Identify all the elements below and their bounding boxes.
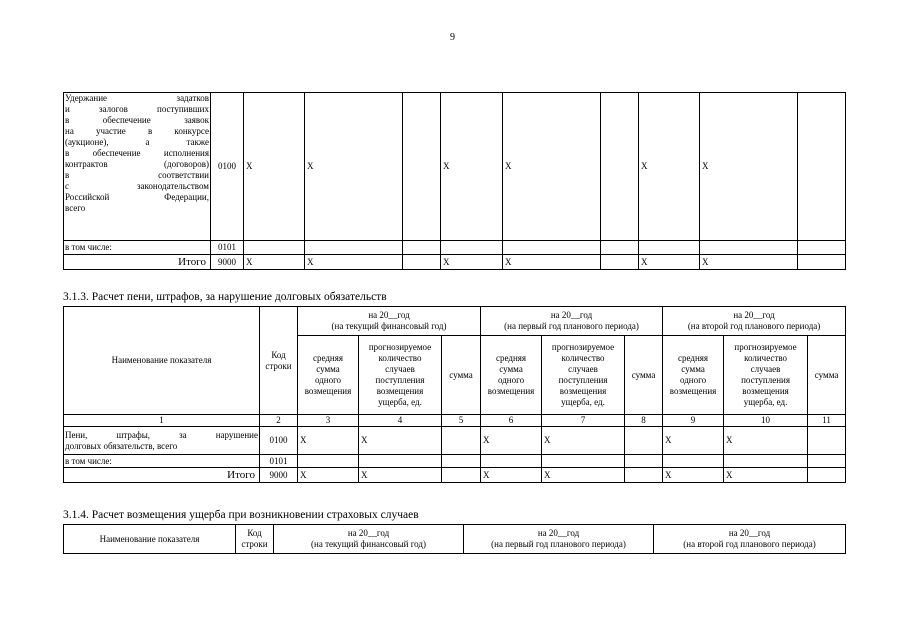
cell-value xyxy=(625,427,663,455)
label-line: контрактов (договоров) xyxy=(65,159,209,169)
header-line: ущерба, ед. xyxy=(743,397,788,407)
label-line: (аукционе), а также xyxy=(65,137,209,147)
column-number: 10 xyxy=(724,415,808,427)
column-number: 5 xyxy=(442,415,481,427)
label-line: в соответствии xyxy=(65,170,209,180)
header-line: на 20__год xyxy=(347,528,390,538)
cell-value: X xyxy=(724,468,808,483)
header-line: возмещения xyxy=(487,386,535,396)
cell-value xyxy=(663,455,724,468)
column-number: 9 xyxy=(663,415,724,427)
header-line: возмещения xyxy=(304,386,352,396)
header-period-first-plan xyxy=(481,307,663,336)
cell-value xyxy=(639,241,700,255)
row-code: 0100 xyxy=(260,427,298,455)
cell-value: X xyxy=(305,93,403,241)
cell-value xyxy=(724,455,808,468)
cell-value xyxy=(305,241,403,255)
row-code: 9000 xyxy=(260,468,298,483)
header-line: прогнозируемое xyxy=(734,342,797,352)
header-line: средняя xyxy=(678,353,709,363)
cell-value xyxy=(625,455,663,468)
header-line: (на первый год планового периода) xyxy=(491,539,626,549)
cell-value xyxy=(808,468,846,483)
header-line: поступления xyxy=(558,375,608,385)
cell-value: X xyxy=(359,427,442,455)
cell-value: X xyxy=(481,468,542,483)
section-title-penalties: 3.1.3. Расчет пени, штрафов, за нарушение долговых обязательств xyxy=(63,291,387,303)
header-forecast-count xyxy=(359,336,442,415)
cell-value xyxy=(403,93,441,241)
cell-value xyxy=(442,455,481,468)
header-line: прогнозируемое xyxy=(368,342,432,352)
header-line: (на второй год планового периода) xyxy=(687,321,821,331)
header-line: количество xyxy=(378,353,422,363)
section-title-insurance: 3.1.4. Расчет возмещения ущерба при возникновении страховых случаев xyxy=(63,509,419,521)
header-period-second-plan xyxy=(654,525,846,554)
header-line: случаев xyxy=(385,364,415,374)
column-number-row xyxy=(64,415,846,427)
header-line: поступления xyxy=(375,375,425,385)
table-deposits-continuation xyxy=(63,92,846,270)
row-code: 0101 xyxy=(211,241,244,255)
cell-value xyxy=(601,255,639,270)
header-period-current xyxy=(298,307,481,336)
cell-value xyxy=(503,241,601,255)
cell-value: X xyxy=(700,93,798,241)
header-line: одного xyxy=(679,375,707,385)
table-row xyxy=(64,468,846,483)
column-number: 2 xyxy=(260,415,298,427)
cell-value: X xyxy=(359,468,442,483)
header-line: ущерба, ед. xyxy=(561,397,605,407)
header-line: строки xyxy=(265,360,292,371)
table-row xyxy=(64,427,846,455)
header-line-code xyxy=(260,307,298,415)
table-header-row xyxy=(64,307,846,336)
header-line: средняя xyxy=(496,353,527,363)
cell-value xyxy=(798,255,846,270)
header-line: случаев xyxy=(568,364,598,374)
column-number: 6 xyxy=(481,415,542,427)
label-line: Удержание задатков xyxy=(65,93,209,103)
cell-value: X xyxy=(542,468,625,483)
header-sum: сумма xyxy=(625,336,663,415)
header-line: количество xyxy=(561,353,605,363)
cell-value xyxy=(298,455,359,468)
header-line: строки xyxy=(241,539,268,549)
column-number: 11 xyxy=(808,415,846,427)
table-row xyxy=(64,455,846,468)
cell-value xyxy=(798,93,846,241)
column-number: 7 xyxy=(542,415,625,427)
cell-value: X xyxy=(305,255,403,270)
cell-value xyxy=(700,241,798,255)
cell-value xyxy=(403,255,441,270)
cell-value: X xyxy=(244,93,305,241)
table-penalties xyxy=(63,306,846,483)
row-code: 0100 xyxy=(211,93,244,241)
cell-value xyxy=(359,455,442,468)
header-line: сумма xyxy=(316,364,340,374)
header-line: сумма xyxy=(499,364,523,374)
table-header-row xyxy=(64,525,846,554)
cell-value: X xyxy=(663,468,724,483)
header-line: Код xyxy=(247,528,262,538)
label-line: с законодательством xyxy=(65,181,209,191)
row-label-total: Итого xyxy=(64,468,260,483)
header-line: (на второй год планового периода) xyxy=(683,539,816,549)
cell-value xyxy=(442,427,481,455)
cell-value: X xyxy=(542,427,625,455)
header-line: (на текущий финансовый год) xyxy=(311,539,426,549)
label-line: и залогов поступивших xyxy=(65,104,209,114)
cell-value: X xyxy=(639,255,700,270)
column-number: 8 xyxy=(625,415,663,427)
label-line: долговых обязательств, всего xyxy=(65,440,178,451)
header-line: возмещения xyxy=(376,386,424,396)
cell-value xyxy=(601,241,639,255)
header-line: (на текущий финансовый год) xyxy=(331,321,447,331)
row-label-total: Итого xyxy=(64,255,211,270)
cell-value: X xyxy=(724,427,808,455)
header-line: случаев xyxy=(750,364,781,374)
column-number: 3 xyxy=(298,415,359,427)
header-line: сумма xyxy=(681,364,705,374)
cell-value xyxy=(542,455,625,468)
label-line: в обеспечение исполнения xyxy=(65,148,209,158)
cell-value: X xyxy=(503,93,601,241)
header-line: одного xyxy=(314,375,342,385)
header-line: (на первый год планового периода) xyxy=(504,321,639,331)
cell-value: X xyxy=(639,93,700,241)
cell-value: X xyxy=(298,427,359,455)
label-line: в обеспечение заявок xyxy=(65,115,209,125)
header-indicator-name: Наименование показателя xyxy=(64,525,236,554)
table-row xyxy=(64,93,846,241)
header-avg-amount xyxy=(298,336,359,415)
cell-value xyxy=(244,241,305,255)
header-line: на 20__год xyxy=(728,528,771,538)
row-label-including: в том числе: xyxy=(64,455,260,468)
header-line: поступления xyxy=(741,375,791,385)
header-sum: сумма xyxy=(442,336,481,415)
cell-value: X xyxy=(441,255,503,270)
cell-value xyxy=(442,468,481,483)
page-number: 9 xyxy=(450,32,455,43)
header-forecast-count xyxy=(542,336,625,415)
cell-value: X xyxy=(503,255,601,270)
table-insurance xyxy=(63,524,846,554)
cell-value xyxy=(403,241,441,255)
cell-value: X xyxy=(700,255,798,270)
cell-value: X xyxy=(663,427,724,455)
header-line: Код xyxy=(271,349,286,360)
header-line: количество xyxy=(744,353,788,363)
table-row xyxy=(64,255,846,270)
header-line: возмещения xyxy=(559,386,607,396)
header-period-first-plan xyxy=(464,525,654,554)
table-row xyxy=(64,241,846,255)
header-line: на 20__год xyxy=(733,310,775,320)
cell-value xyxy=(808,455,846,468)
row-label-including: в том числе: xyxy=(64,241,211,255)
cell-value xyxy=(808,427,846,455)
row-code: 0101 xyxy=(260,455,298,468)
row-label-deposits xyxy=(64,93,211,241)
header-line: на 20__год xyxy=(368,310,410,320)
column-number: 4 xyxy=(359,415,442,427)
label-line: всего xyxy=(65,203,86,213)
cell-value xyxy=(481,455,542,468)
cell-value xyxy=(441,241,503,255)
header-line: на 20__год xyxy=(550,310,593,320)
header-line: возмещения xyxy=(742,386,789,396)
header-line: на 20__год xyxy=(537,528,580,538)
cell-value: X xyxy=(244,255,305,270)
label-line: на участие в конкурсе xyxy=(65,126,209,136)
row-label-penalties xyxy=(64,427,260,455)
header-line: возмещения xyxy=(669,386,717,396)
header-line: одного xyxy=(497,375,525,385)
label-line: Пени, штрафы, за нарушение xyxy=(65,429,258,440)
header-period-second-plan xyxy=(663,307,846,336)
header-line: прогнозируемое xyxy=(551,342,615,352)
header-sum: сумма xyxy=(808,336,846,415)
row-code: 9000 xyxy=(211,255,244,270)
header-forecast-count xyxy=(724,336,808,415)
header-avg-amount xyxy=(663,336,724,415)
header-line-code xyxy=(236,525,274,554)
cell-value xyxy=(601,93,639,241)
cell-value: X xyxy=(481,427,542,455)
cell-value: X xyxy=(298,468,359,483)
header-avg-amount xyxy=(481,336,542,415)
cell-value xyxy=(798,241,846,255)
column-number: 1 xyxy=(64,415,260,427)
label-line: Российской Федерации, xyxy=(65,192,209,202)
cell-value xyxy=(625,468,663,483)
header-line: ущерба, ед. xyxy=(378,397,422,407)
header-line: средняя xyxy=(312,353,344,363)
header-period-current xyxy=(274,525,464,554)
cell-value: X xyxy=(441,93,503,241)
header-indicator-name: Наименование показателя xyxy=(64,307,260,415)
